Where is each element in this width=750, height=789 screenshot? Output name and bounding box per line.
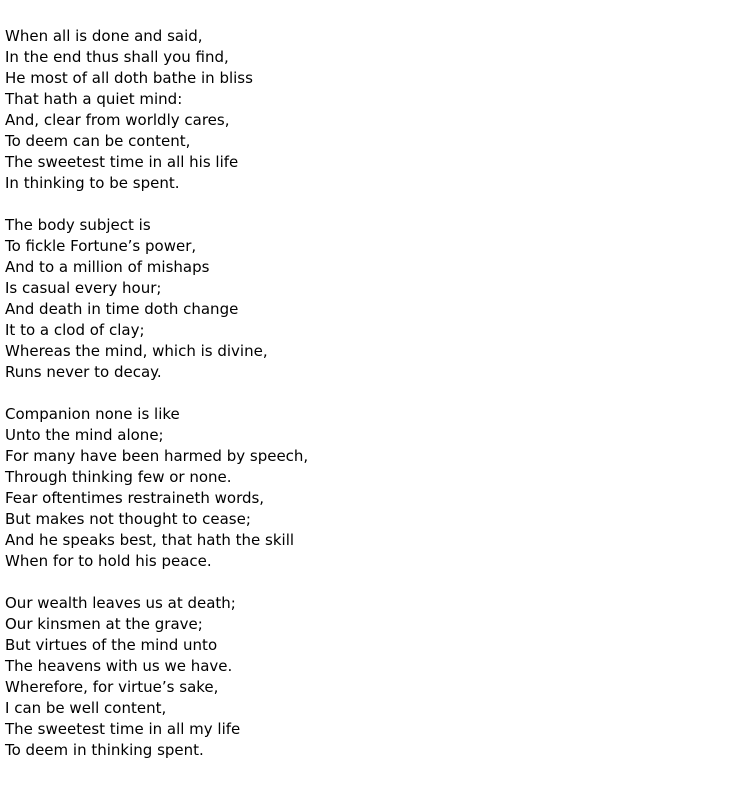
stanza-3 [5,404,745,572]
poem-line: He most of all doth bathe in bliss [5,69,253,87]
poem-line: To deem in thinking spent. [5,741,204,759]
poem-line: And he speaks best, that hath the skill [5,531,295,549]
poem-line: Our kinsmen at the grave; [5,615,203,633]
poem-line: When for to hold his peace. [5,552,212,570]
poem-line: In thinking to be spent. [5,174,180,192]
poem-line: Our wealth leaves us at death; [5,594,236,612]
poem-text [5,26,745,782]
poem-line: Whereas the mind, which is divine, [5,342,268,360]
stanza-2 [5,215,745,383]
poem-line: But makes not thought to cease; [5,510,251,528]
poem-line: Companion none is like [5,405,180,423]
poem-line: When all is done and said, [5,27,203,45]
poem-line: The heavens with us we have. [5,657,233,675]
poem-line: And to a million of mishaps [5,258,210,276]
poem-line: For many have been harmed by speech, [5,447,309,465]
stanza-1 [5,26,745,194]
poem-line: To fickle Fortune’s power, [5,237,197,255]
poem-line: Through thinking few or none. [5,468,232,486]
poem-line: Runs never to decay. [5,363,162,381]
poem-line: I can be well content, [5,699,167,717]
stanza-4 [5,593,745,761]
poem-line: To deem can be content, [5,132,191,150]
poem-line: The sweetest time in all his life [5,153,239,171]
poem-line: It to a clod of clay; [5,321,145,339]
poem-line: The sweetest time in all my life [5,720,241,738]
poem-line: But virtues of the mind unto [5,636,218,654]
poem-line: That hath a quiet mind: [5,90,183,108]
poem-line: And death in time doth change [5,300,239,318]
poem-line: And, clear from worldly cares, [5,111,230,129]
poem-line: Wherefore, for virtue’s sake, [5,678,219,696]
poem-line: Fear oftentimes restraineth words, [5,489,265,507]
poem-line: Unto the mind alone; [5,426,164,444]
poem-line: Is casual every hour; [5,279,162,297]
poem-line: The body subject is [5,216,151,234]
poem-line: In the end thus shall you find, [5,48,229,66]
